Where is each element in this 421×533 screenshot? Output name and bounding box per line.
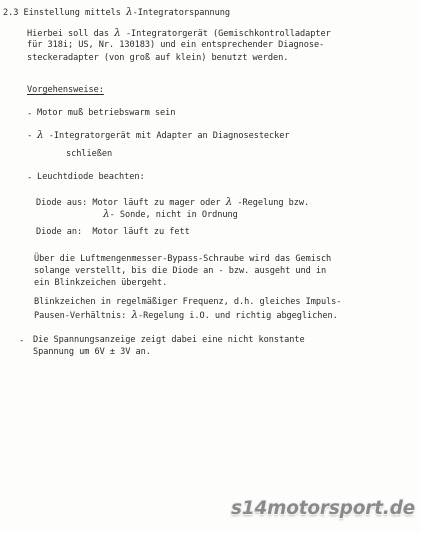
intro-line-2: für 318i; US, Nr. 130183) und ein entsprechender Diagnose- [27, 40, 325, 50]
step-2-text: λ -Integratorgerät mit Adapter an Diagnosestecker [37, 129, 290, 141]
para-1-line-2: solange verstellt, bis die Diode an - bzw. ausgeht und in [34, 266, 327, 276]
bullet-dash: - [27, 109, 33, 119]
lambda-symbol: λ [225, 196, 233, 208]
step-4-line-2: Spannung um 6V ± 3V an. [33, 347, 151, 357]
diode-on-line: Diode an: Motor läuft zu fett [36, 227, 190, 237]
section-heading [3, 7, 230, 18]
lambda-symbol: λ [103, 208, 110, 220]
lambda-symbol: λ [131, 309, 138, 321]
bullet-dash: - [19, 336, 25, 346]
heading-text-pre: Einstellung mittels [23, 8, 126, 18]
lambda-symbol: λ [125, 6, 133, 18]
intro-line-1: Hierbei soll das λ -Integratorgerät (Gemischkontrolladapter [27, 27, 331, 39]
watermark-logo: s14motorsport.de [231, 498, 415, 519]
bullet-dash: - [27, 131, 33, 141]
diode-off-line-2: λ- Sonde, nicht in Ordnung [103, 208, 238, 220]
para-2-line-1: Blinkzeichen in regelmäßiger Frequenz, d.h. gleiches Impuls- [34, 297, 342, 307]
lambda-symbol: λ [114, 27, 121, 39]
step-2-line-2: schließen [66, 149, 113, 159]
intro-line-3: steckeradapter (von groß auf klein) benutzt werden. [27, 53, 289, 63]
heading-text-post: -Integratorspannung [132, 8, 230, 18]
para-2-line-2: Pausen-Verhältnis: λ-Regelung i.O. und richtig abgeglichen. [34, 309, 338, 321]
para-1-line-3: ein Blinkzeichen übergeht. [34, 278, 168, 288]
para-1-line-1: Über die Luftmengenmesser-Bypass-Schraube wird das Gemisch [34, 254, 332, 264]
step-4-line-1: Die Spannungsanzeige zeigt dabei eine nicht konstante [33, 335, 305, 345]
procedure-label: Vorgehensweise: [27, 85, 104, 95]
diode-off-line-1: Diode aus: Motor läuft zu mager oder λ -Regelung bzw. [36, 196, 310, 208]
heading-number: 2.3 [3, 8, 19, 18]
step-1-text: Motor muß betriebswarm sein [37, 108, 176, 118]
bullet-dash: - [27, 173, 33, 183]
step-3-text: Leuchtdiode beachten: [37, 172, 145, 182]
lambda-symbol: λ [37, 129, 44, 141]
